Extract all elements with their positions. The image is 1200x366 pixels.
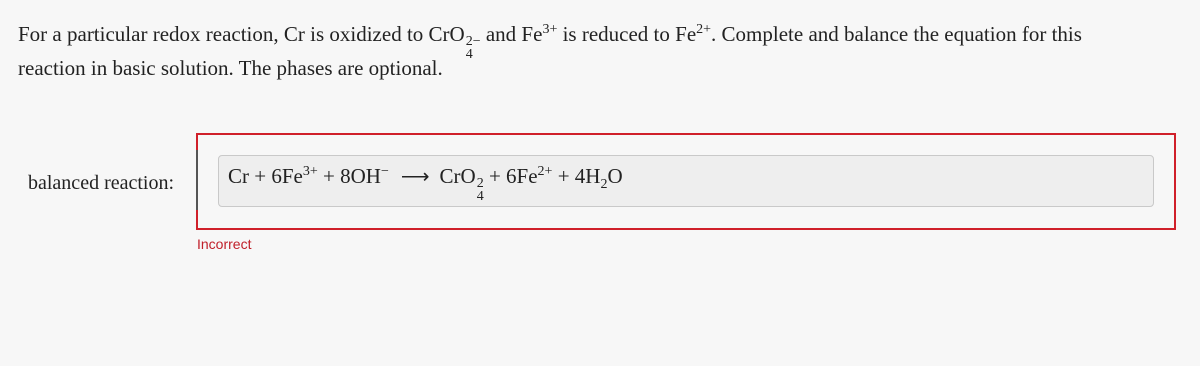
eq-fe2-charge: 2+ <box>537 164 553 179</box>
cro4-charge: 2− <box>465 34 481 49</box>
eq-fe3-charge: 3+ <box>302 164 318 179</box>
fe2-charge: 2+ <box>696 22 712 37</box>
question-text-mid2: is reduced to Fe <box>557 22 697 46</box>
eq-products-4: O <box>607 164 623 188</box>
status-incorrect: Incorrect <box>197 236 252 252</box>
divider <box>196 150 198 210</box>
eq-oh-charge: − <box>380 164 389 179</box>
cro4-subscript: 4 <box>465 47 473 63</box>
cro4-superscript-subscript <box>466 35 481 62</box>
question-panel <box>0 0 1200 108</box>
eq-cro4-sup: 2 <box>476 176 484 191</box>
question-line-2: reaction in basic solution. The phases are optional. <box>18 56 443 80</box>
eq-products-2: + 6Fe <box>483 164 538 188</box>
eq-cro4-supsub <box>477 177 484 204</box>
question-text-mid: and Fe <box>480 22 543 46</box>
eq-products-1: CrO <box>439 164 476 188</box>
question-text: For a particular redox reaction, Cr is oxidized to CrO <box>18 22 465 46</box>
reaction-arrow-icon: ⟶ <box>400 166 430 188</box>
balanced-reaction-label: balanced reaction: <box>28 172 175 194</box>
equation-display[interactable] <box>228 164 623 204</box>
eq-reactants-1: Cr + 6Fe <box>228 164 303 188</box>
fe3-charge: 3+ <box>542 22 558 37</box>
question-text-end: . Complete and balance the equation for this <box>711 22 1082 46</box>
eq-cro4-sub: 4 <box>476 189 484 205</box>
eq-products-3: + 4H <box>552 164 601 188</box>
eq-h2-subscript: 2 <box>600 177 608 193</box>
eq-reactants-2: + 8OH <box>317 164 381 188</box>
